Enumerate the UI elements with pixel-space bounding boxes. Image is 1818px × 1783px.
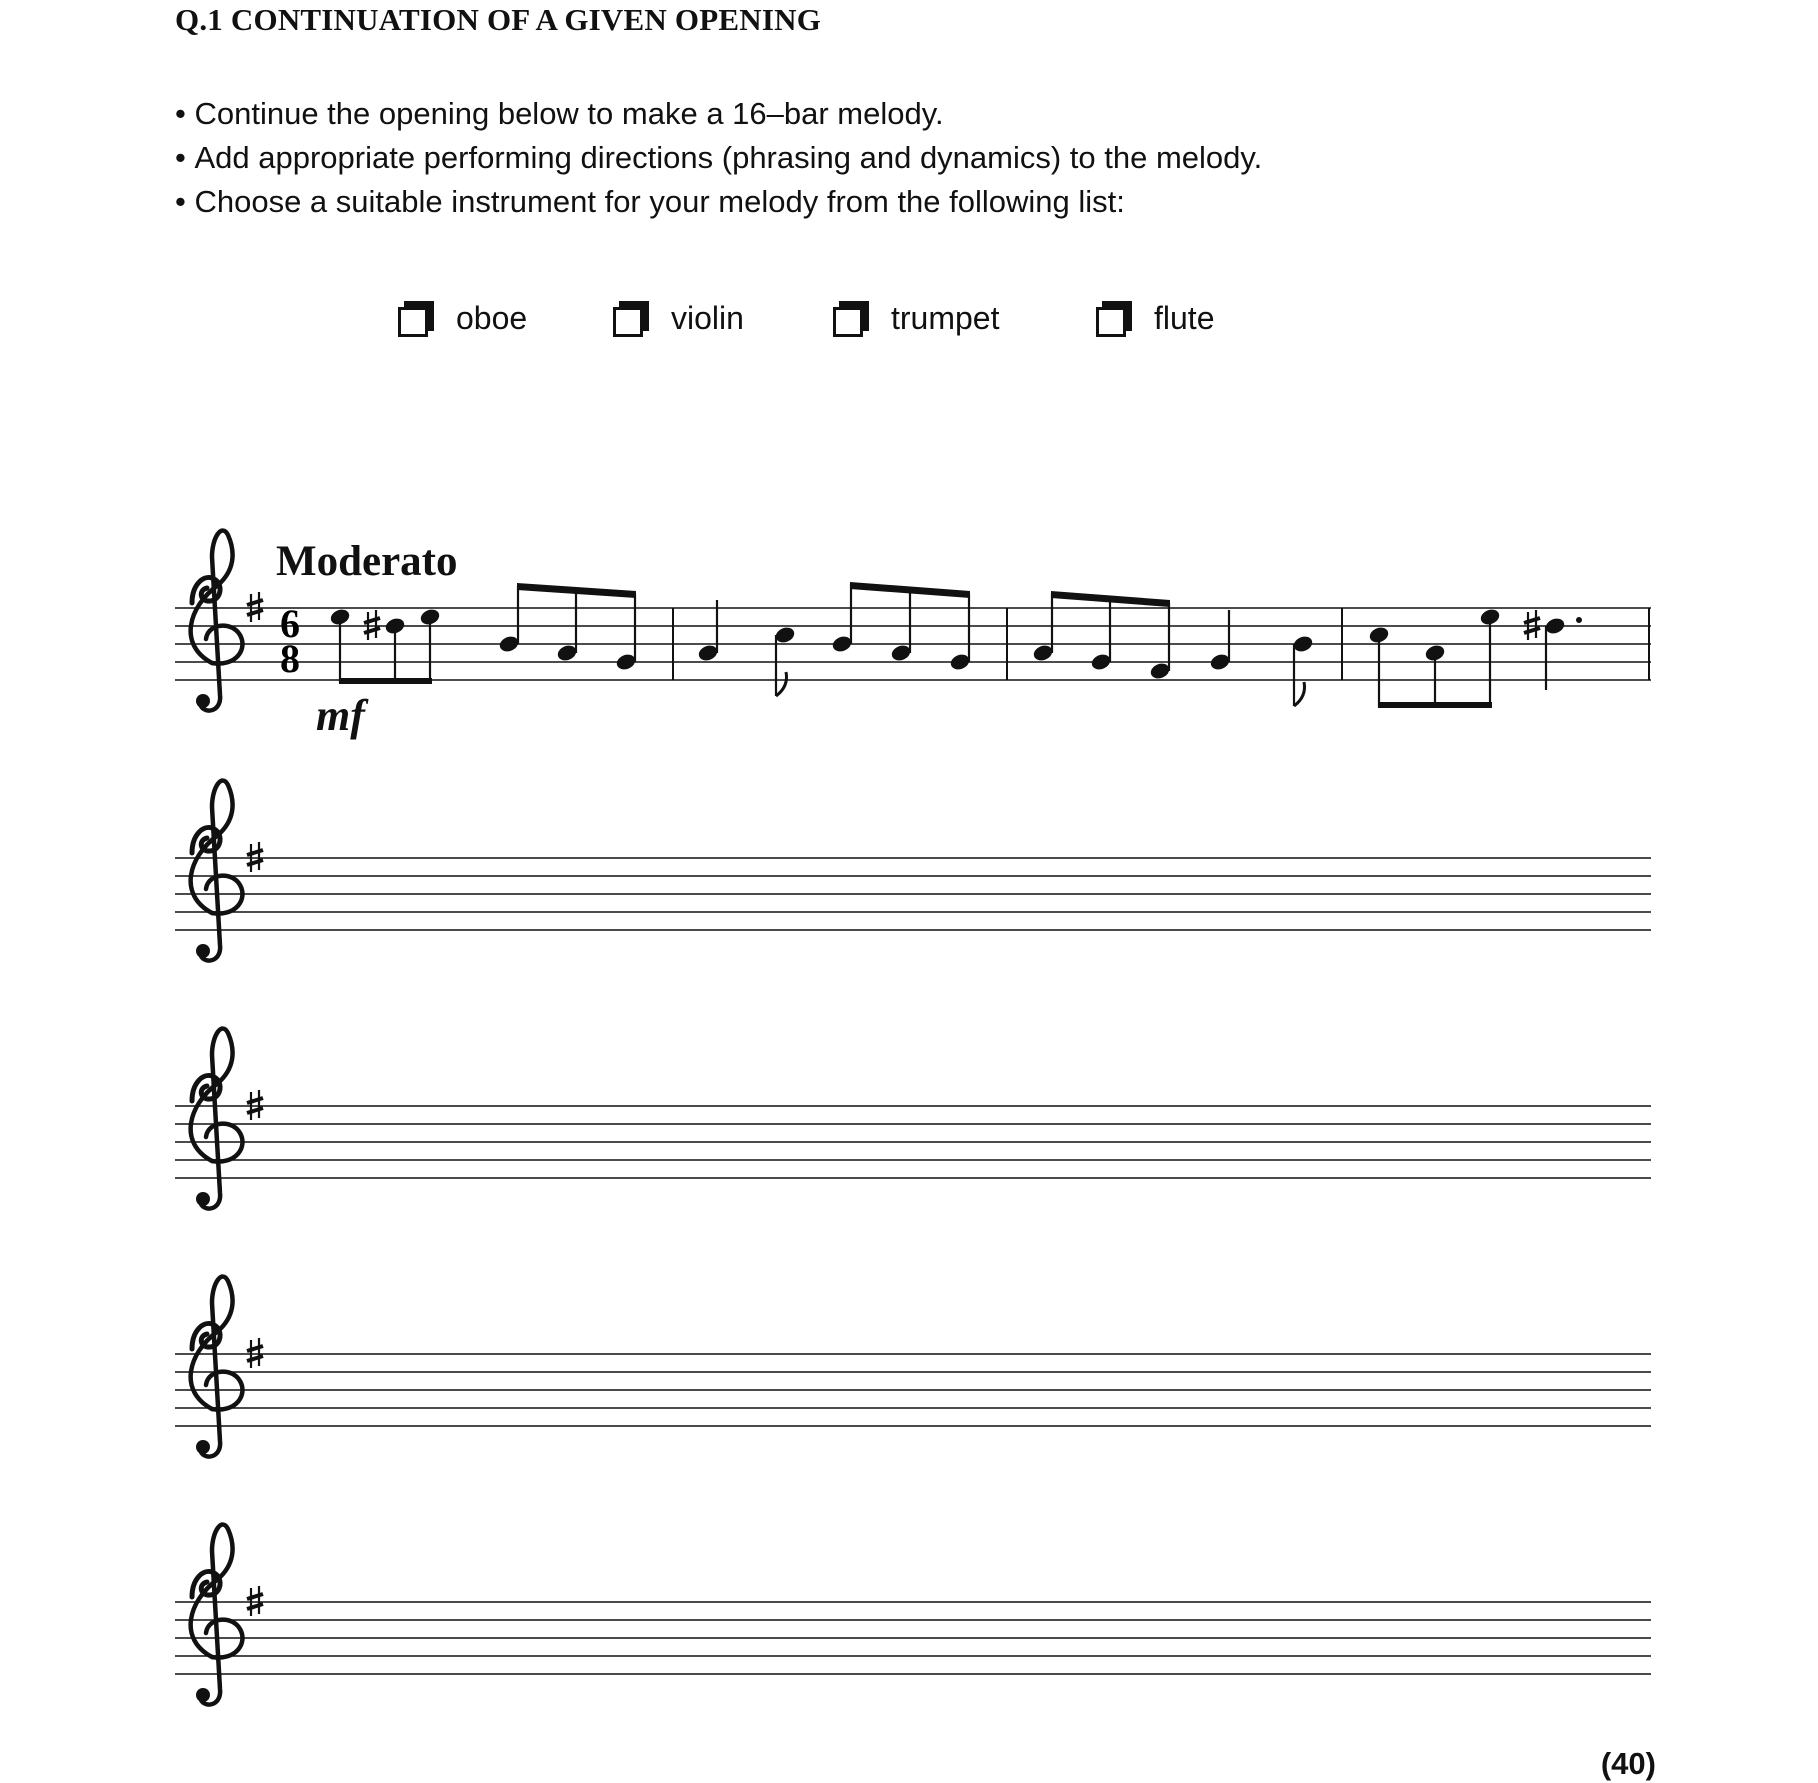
blank-staff-2 [175,1029,1651,1209]
time-signature-bottom: 8 [280,636,300,681]
bar-2 [697,582,972,696]
option-label: violin [671,299,744,336]
treble-clef-icon [191,531,243,711]
option-label: trumpet [891,299,1000,336]
page-number: (40) [1600,1746,1656,1781]
dynamic-marking: mf [316,691,365,740]
bar-1 [329,583,638,684]
sharp-icon [247,592,263,622]
option-label: oboe [456,299,528,336]
treble-clef-icon [191,1277,243,1457]
option-label: flute [1154,299,1215,336]
time-signature-top: 6 [280,601,300,646]
sharp-icon [247,1338,263,1368]
bar-4 [1368,607,1582,708]
tempo-marking: Moderato [276,538,458,585]
instruction-item: • Continue the opening below to make a 16–bar melody. [175,92,1262,136]
blank-staff-1 [175,781,1651,961]
sharp-icon [247,842,263,872]
sharp-icon [247,1090,263,1120]
blank-staff-3 [175,1277,1651,1457]
blank-staff-4 [175,1525,1651,1705]
question-heading: Q.1 CONTINUATION OF A GIVEN OPENING [175,2,822,37]
treble-clef-icon [191,781,243,961]
treble-clef-icon [191,1029,243,1209]
instruction-item: • Add appropriate performing directions (phrasing and dynamics) to the melody. [175,136,1262,180]
opening-staff [175,531,1651,711]
treble-clef-icon [191,1525,243,1705]
instruction-item: • Choose a suitable instrument for your melody from the following list: [175,180,1262,224]
sharp-icon [247,1586,263,1616]
